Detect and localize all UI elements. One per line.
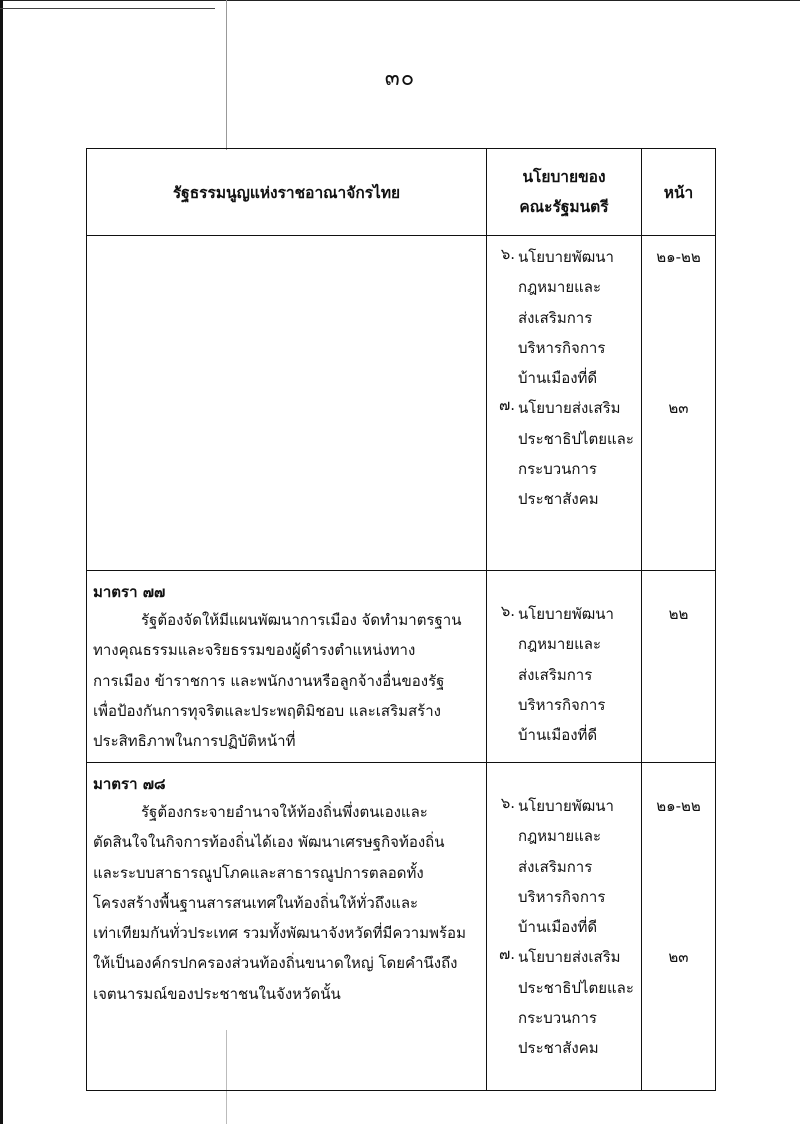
policy-line: บริหารกิจการ [518,695,606,714]
page-cell [642,236,716,571]
policy-line: บริหารกิจการ [518,887,606,906]
policy-line: กระบวนการ [518,460,597,479]
policy-line: ประชาธิปไตยและ [518,978,634,997]
policy-line: นโยบายพัฒนา [518,797,614,815]
header-policy [487,149,642,236]
policy-number: ๖. [500,245,515,263]
page-ref: ๒๓ [668,399,689,418]
constitution-cell [87,236,487,571]
page-cell [642,571,716,763]
header-policy-line: คณะรัฐมนตรี [519,198,609,216]
policy-item [487,942,641,1063]
scan-edge [0,0,800,1]
section-line: เท่าเทียมกันทั่วประเทศ รวมทั้งพัฒนาจังหวัดที่มีความพร้อม [93,924,466,943]
policy-line: บ้านเมืองที่ดี [518,726,598,745]
policy-line: กฎหมายและ [518,635,602,654]
section-line: และระบบสาธารณูปโภคและสาธารณูปการตลอดทั้ง [93,863,424,882]
section-line: การเมือง ข้าราชการ และพนักงานหรือลูกจ้างอื่นของรัฐ [93,671,445,690]
policy-table [86,148,716,1091]
policy-line: ประชาธิปไตยและ [518,429,634,448]
section-line: ทางคุณธรรมและจริยธรรมของผู้ดำรงตำแหน่งทาง [93,641,416,660]
page-cell [642,763,716,1091]
policy-number: ๖. [500,794,515,812]
table-row [87,236,716,571]
section-line: เจตนารมณ์ของประชาชนในจังหวัดนั้น [93,984,341,1003]
page-number: ๓๐ [384,66,416,91]
policy-number: ๗. [498,945,515,964]
policy-cell [487,763,642,1091]
section-body [93,797,480,1009]
policy-line: กฎหมายและ [518,827,602,846]
section-line: ตัดสินใจในกิจการท้องถิ่นได้เอง พัฒนาเศรษฐกิจท้องถิ่น [93,833,445,852]
scan-artifact-line [0,8,215,9]
policy-line: กฎหมายและ [518,278,602,297]
header-page: หน้า [642,149,716,236]
page-ref: ๒๑-๒๒ [656,248,701,266]
section-line: รัฐต้องกระจายอำนาจให้ท้องถิ่นพึ่งตนเองและ [141,803,428,821]
policy-line: บ้านเมืองที่ดี [518,369,598,388]
section-line: ให้เป็นองค์กรปกครองส่วนท้องถิ่นขนาดใหญ่ โดยคำนึงถึง [93,954,458,973]
policy-line: บริหารกิจการ [518,338,606,357]
policy-cell [487,571,642,763]
page-ref: ๒๑-๒๒ [656,797,701,815]
section-line: โครงสร้างพื้นฐานสารสนเทศในท้องถิ่นให้ทั่วถึงและ [93,893,419,912]
section-line: รัฐต้องจัดให้มีแผนพัฒนาการเมือง จัดทำมาตรฐาน [141,611,462,629]
policy-line: ส่งเสริมการ [518,665,593,684]
constitution-cell [87,571,487,763]
page-ref: ๒๓ [668,948,689,967]
policy-item [487,599,641,750]
section-title: มาตรา ๗๗ [93,583,166,601]
table-row [87,571,716,763]
policy-line: กระบวนการ [518,1009,597,1028]
header-policy-line: นโยบายของ [522,168,606,186]
section-title: มาตรา ๗๘ [93,775,166,793]
table-header-row [87,149,716,236]
policy-line: นโยบายพัฒนา [518,248,614,266]
header-constitution: รัฐธรรมนูญแห่งราชอาณาจักรไทย [87,149,487,236]
section-line: เพื่อป้องกันการทุจริตและประพฤติมิชอบ และเสริมสร้าง [93,701,441,720]
policy-number: ๖. [500,602,515,620]
policy-number: ๗. [498,396,515,415]
policy-item [487,242,641,393]
policy-line: นโยบายส่งเสริม [518,399,621,418]
section-body [93,605,480,756]
constitution-cell [87,763,487,1091]
policy-line: ส่งเสริมการ [518,308,593,327]
policy-cell [487,236,642,571]
policy-line: ประชาสังคม [518,490,599,509]
policy-line: ส่งเสริมการ [518,857,593,876]
policy-item [487,393,641,514]
section-line: ประสิทธิภาพในการปฏิบัติหน้าที่ [93,732,296,751]
policy-line: นโยบายส่งเสริม [518,948,621,967]
scan-edge [0,0,3,1124]
policy-line: นโยบายพัฒนา [518,605,614,623]
page-ref: ๒๒ [668,605,689,623]
policy-line: ประชาสังคม [518,1039,599,1058]
policy-line: บ้านเมืองที่ดี [518,918,598,937]
policy-item [487,791,641,942]
table-row [87,763,716,1091]
